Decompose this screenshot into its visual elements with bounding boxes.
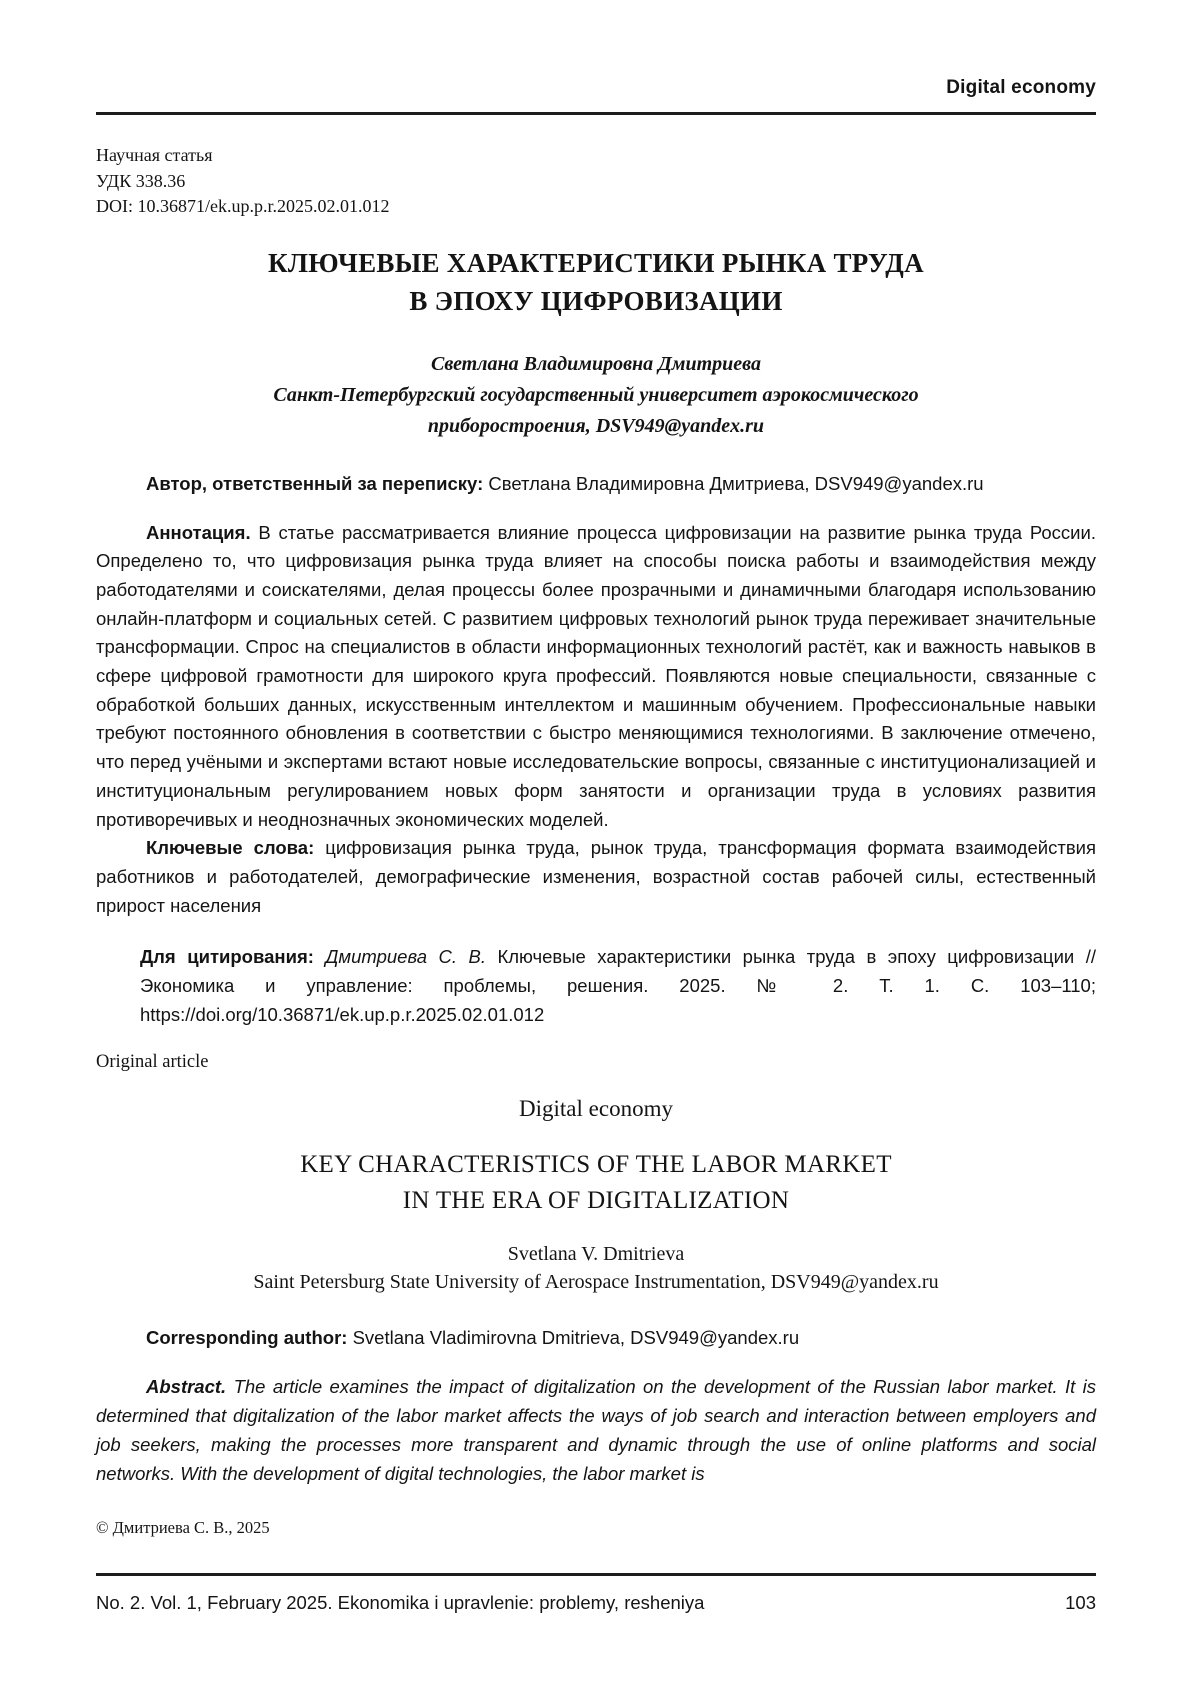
- footer-page-number: 103: [1065, 1592, 1096, 1613]
- article-meta-block: [96, 143, 1096, 220]
- footer-issue-info: No. 2. Vol. 1, February 2025. Ekonomika i upravlenie: problemy, resheniya: [96, 1592, 705, 1613]
- section-label-en: Digital economy: [519, 1096, 673, 1122]
- citation-label: Для цитирования:: [140, 946, 314, 968]
- corresponding-author-en: [96, 1323, 1096, 1352]
- article-type-en: Original article: [96, 1052, 209, 1073]
- abstract-text-en: The article examines the impact of digitalization on the development of the Russian labor market. It is determined that digitalization of the labor market affects the ways of job search and interaction between employers and job seekers, making the processes more transparent and dynamic through the use of online platforms and social networks. With the development of digital technologies, the labor market is: [96, 1376, 1096, 1484]
- affiliation-ru-line2: приборостроения, DSV949@yandex.ru: [427, 414, 765, 437]
- article-title-en-line2: IN THE ERA OF DIGITALIZATION: [402, 1187, 790, 1215]
- running-head-section-label: Digital economy: [946, 77, 1096, 98]
- header-rule: [96, 112, 1096, 115]
- author-block-ru: [96, 349, 1096, 442]
- citation-block: [140, 943, 1096, 1029]
- author-name-en: Svetlana V. Dmitrieva: [507, 1243, 685, 1266]
- author-name-ru: Светлана Владимировна Дмитриева: [431, 352, 761, 375]
- article-title-ru-line2: В ЭПОХУ ЦИФРОВИЗАЦИИ: [409, 285, 783, 316]
- corresponding-value-ru: Светлана Владимировна Дмитриева, DSV949@yandex.ru: [488, 472, 984, 494]
- udc-code: УДК 338.36: [96, 170, 186, 191]
- abstract-label-ru: Аннотация.: [146, 521, 251, 543]
- corresponding-author-ru: [96, 469, 1096, 498]
- page-footer: [96, 1573, 1096, 1615]
- abstract-text-ru: В статье рассматривается влияние процесса цифровизации на развитие рынка труда России. Определено то, что цифровизация рынка труда влияет на способы поиска работы и взаимодействия между работодателями и соискателями, делая процессы более прозрачными и динамичными благодаря использованию онлайн-платформ и социальных сетей. С развитием цифровых технологий рынок труда переживает значительные трансформации. Спрос на специалистов в области информационных технологий растёт, как и важность навыков в сфере цифровой грамотности для широкого круга профессий. Появляются новые специальности, связанные с обработкой больших данных, искусственным интеллектом и машинным обучением. Профессиональные навыки требуют постоянного обновления в соответствии с быстро меняющимися технологиями. В заключение отмечено, что перед учёными и экспертами встают новые исследовательские вопросы, связанные с институционализацией и институциональным регулированием новых форм занятости и организации труда в условиях развития противоречивых и неоднозначных экономических моделей.: [96, 521, 1096, 830]
- corresponding-label-ru: Автор, ответственный за переписку:: [146, 472, 484, 494]
- abstract-label-en: Abstract.: [146, 1376, 227, 1398]
- article-title-ru-line1: КЛЮЧЕВЫЕ ХАРАКТЕРИСТИКИ РЫНКА ТРУДА: [268, 247, 924, 278]
- abstract-en: [96, 1373, 1096, 1488]
- article-type-ru: Научная статья: [96, 145, 213, 165]
- article-title-en: [96, 1147, 1096, 1219]
- corresponding-label-en: Corresponding author:: [146, 1327, 348, 1349]
- article-title-en-line1: KEY CHARACTERISTICS OF THE LABOR MARKET: [300, 1151, 892, 1179]
- doi-line: DOI: 10.36871/ek.up.p.r.2025.02.01.012: [96, 196, 390, 216]
- abstract-ru: [96, 519, 1096, 835]
- affiliation-ru-line1: Санкт-Петербургский государственный университет аэрокосмического: [273, 383, 919, 406]
- copyright-notice: © Дмитриева С. В., 2025: [96, 1518, 270, 1538]
- keywords-label-ru: Ключевые слова:: [146, 837, 315, 859]
- keywords-text-ru: цифровизация рынка труда, рынок труда, трансформация формата взаимодействия работников и работодателей, демографические изменения, возрастной состав рабочей силы, естественный прирост населения: [96, 837, 1096, 916]
- article-title-ru: [96, 244, 1096, 320]
- affiliation-en: Saint Petersburg State University of Aerospace Instrumentation, DSV949@yandex.ru: [253, 1271, 939, 1294]
- corresponding-value-en: Svetlana Vladimirovna Dmitrieva, DSV949@yandex.ru: [352, 1327, 800, 1349]
- citation-author: Дмитриева С. В.: [325, 946, 486, 968]
- author-block-en: [96, 1240, 1096, 1296]
- citation-text: Ключевые характеристики рынка труда в эпоху цифровизации // Экономика и управление: проблемы, решения. 2025. № 2. Т. 1. С. 103–110; https://doi.org/10.36871/ek.up.p.r.2025.02.01.012: [140, 946, 1096, 1025]
- footer-row: [96, 1576, 1096, 1615]
- keywords-ru: [96, 834, 1096, 920]
